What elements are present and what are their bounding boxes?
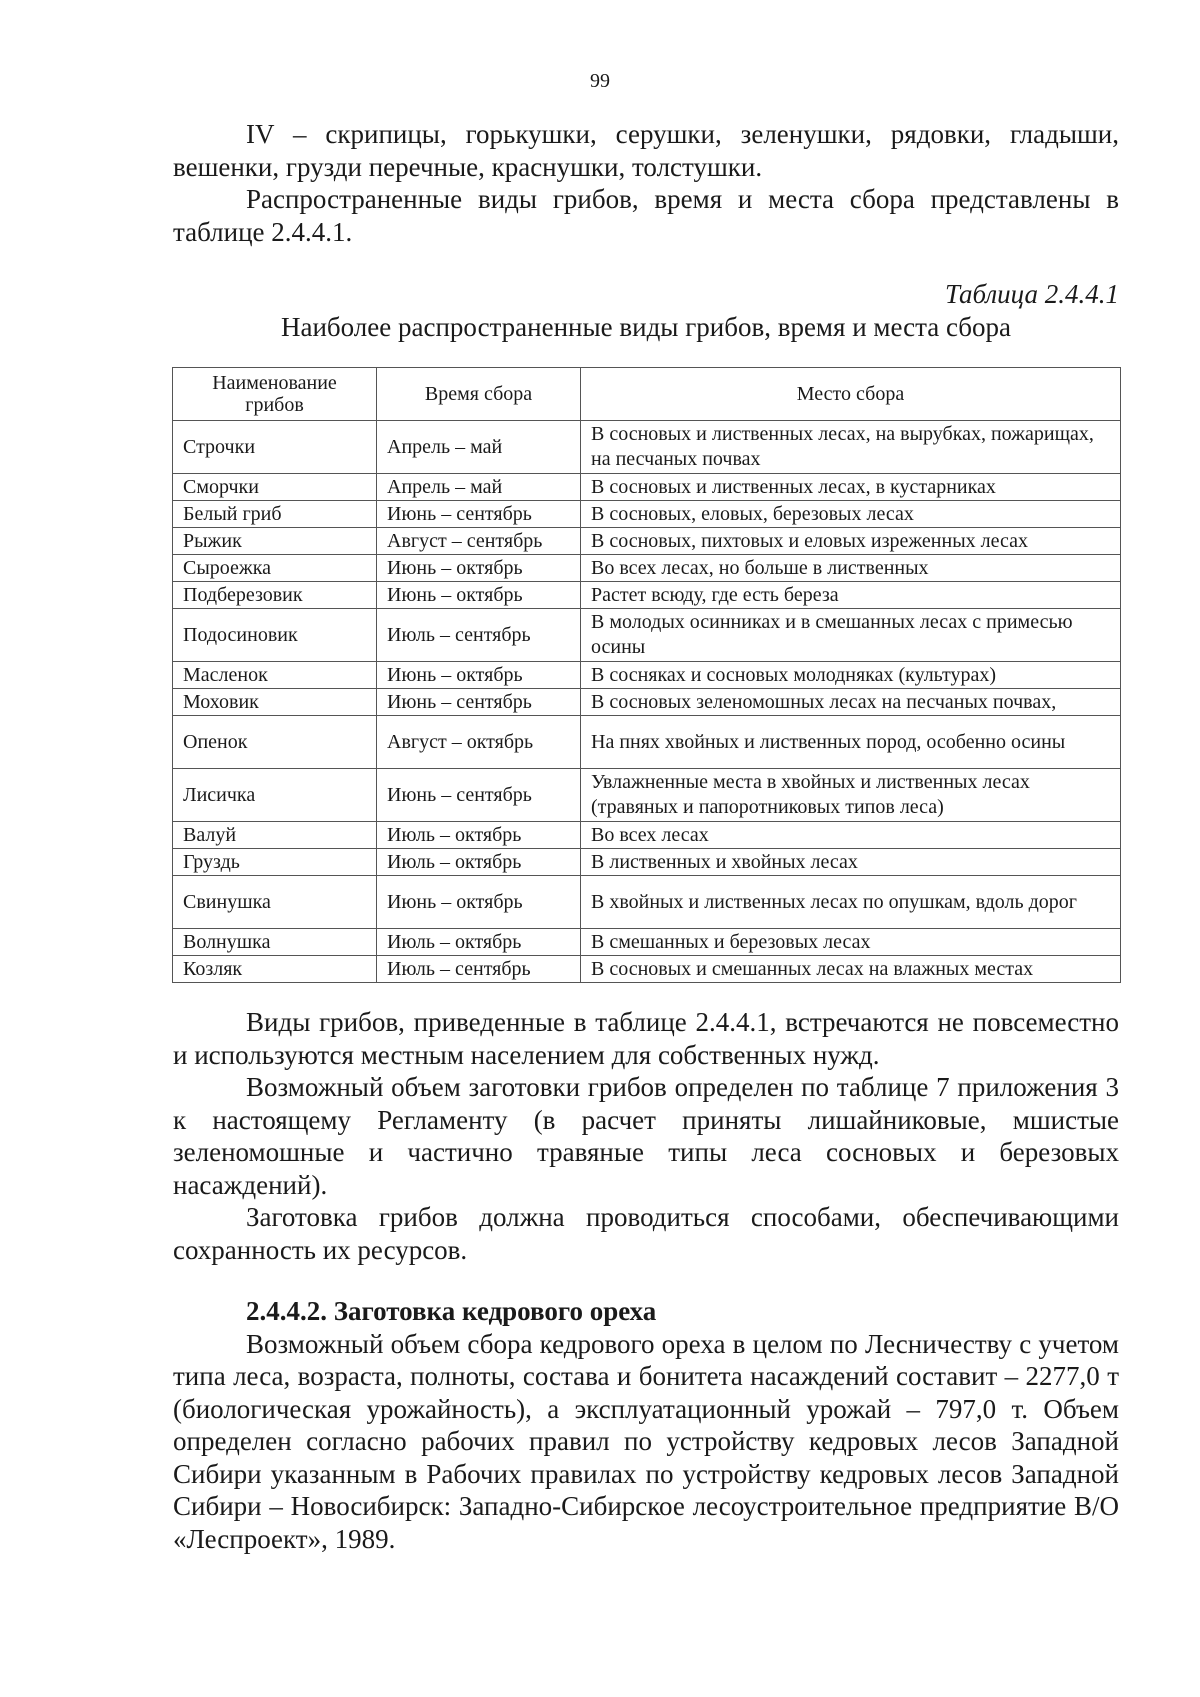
cell-time: Июль – октябрь	[377, 849, 581, 876]
table-row	[173, 501, 1121, 528]
cell-time: Апрель – май	[377, 421, 581, 474]
cell-time: Август – сентябрь	[377, 528, 581, 555]
cell-time: Июнь – октябрь	[377, 555, 581, 582]
intro-paragraph: IV – скрипицы, горькушки, серушки, зеленушки, рядовки, гладыши, вешенки, грузди перечные, краснушки, толстушки.	[173, 119, 1119, 182]
cell-name: Подберезовик	[173, 582, 377, 609]
table-row	[173, 421, 1121, 474]
mushroom-table	[172, 367, 1121, 983]
cell-name: Моховик	[173, 689, 377, 716]
cell-name: Груздь	[173, 849, 377, 876]
body-paragraph: Возможный объем заготовки грибов определен по таблице 7 приложения 3 к настоящему Регламенту (в расчет приняты лишайниковые, мшистые зеленомошные и частично травяные типы леса сосновых и березовых насаждений).	[173, 1072, 1119, 1200]
page-number: 99	[590, 70, 610, 92]
intro-text	[173, 118, 1119, 248]
cell-time: Июнь – сентябрь	[377, 769, 581, 822]
cell-time: Июнь – октябрь	[377, 876, 581, 929]
cell-time: Июль – сентябрь	[377, 609, 581, 662]
table-row	[173, 609, 1121, 662]
mushroom-table-wrapper	[172, 367, 1120, 983]
cell-place: В сосняках и сосновых молодняках (культурах)	[581, 662, 1121, 689]
table-row	[173, 849, 1121, 876]
cell-place: В хвойных и лиственных лесах по опушкам, вдоль дорог	[581, 876, 1121, 929]
table-row	[173, 662, 1121, 689]
table-row	[173, 956, 1121, 983]
table-row	[173, 769, 1121, 822]
cell-name: Строчки	[173, 421, 377, 474]
cell-time: Июль – октябрь	[377, 929, 581, 956]
section-cedar-nut	[173, 1295, 1119, 1555]
table-row	[173, 716, 1121, 769]
header-place: Место сбора	[581, 368, 1121, 421]
cell-name: Лисичка	[173, 769, 377, 822]
body-paragraph: Заготовка грибов должна проводиться способами, обеспечивающими сохранность их ресурсов.	[173, 1202, 1119, 1265]
cell-time: Июнь – сентябрь	[377, 501, 581, 528]
cell-name: Масленок	[173, 662, 377, 689]
section-heading: 2.4.4.2. Заготовка кедрового ореха	[246, 1296, 657, 1326]
header-name: Наименование грибов	[173, 368, 377, 421]
table-row	[173, 528, 1121, 555]
cell-time: Август – октябрь	[377, 716, 581, 769]
section-paragraph: Возможный объем сбора кедрового ореха в целом по Лесничеству с учетом типа леса, возраста, полноты, состава и бонитета насаждений составит – 2277,0 т (биологическая урожайность), а эксплуатационный урожай – 797,0 т. Объем определен согласно рабочих правил по устройству кедровых лесов Западной Сибири указанным в Рабочих правилах по устройству кедровых лесов Западной Сибири – Новосибирск: Западно-Сибирское лесоустроительное предприятие В/О «Леспроект», 1989.	[173, 1328, 1119, 1554]
table-title: Наиболее распространенные виды грибов, время и места сбора	[280, 312, 1012, 342]
cell-place: В сосновых зеленомошных лесах на песчаных почвах,	[581, 689, 1121, 716]
cell-place: В лиственных и хвойных лесах	[581, 849, 1121, 876]
cell-place: В молодых осинниках и в смешанных лесах с примесью осины	[581, 609, 1121, 662]
table-row	[173, 474, 1121, 501]
cell-place: В сосновых, еловых, березовых лесах	[581, 501, 1121, 528]
cell-place: На пнях хвойных и лиственных пород, особенно осины	[581, 716, 1121, 769]
cell-place: В сосновых и смешанных лесах на влажных местах	[581, 956, 1121, 983]
table-row	[173, 555, 1121, 582]
cell-place: Увлажненные места в хвойных и лиственных лесах (травяных и папоротниковых типов леса)	[581, 769, 1121, 822]
cell-name: Волнушка	[173, 929, 377, 956]
after-table-text	[173, 1006, 1119, 1266]
cell-place: В сосновых и лиственных лесах, на вырубках, пожарищах, на песчаных почвах	[581, 421, 1121, 474]
table-row	[173, 689, 1121, 716]
cell-name: Козляк	[173, 956, 377, 983]
cell-name: Рыжик	[173, 528, 377, 555]
header-time: Время сбора	[377, 368, 581, 421]
table-row	[173, 876, 1121, 929]
table-row	[173, 582, 1121, 609]
table-label: Таблица 2.4.4.1	[944, 279, 1119, 309]
cell-time: Июнь – сентябрь	[377, 689, 581, 716]
cell-time: Июнь – октябрь	[377, 582, 581, 609]
cell-place: В сосновых, пихтовых и еловых изреженных лесах	[581, 528, 1121, 555]
cell-name: Подосиновик	[173, 609, 377, 662]
cell-place: В смешанных и березовых лесах	[581, 929, 1121, 956]
cell-time: Июнь – октябрь	[377, 662, 581, 689]
cell-name: Сморчки	[173, 474, 377, 501]
cell-name: Свинушка	[173, 876, 377, 929]
body-paragraph: Виды грибов, приведенные в таблице 2.4.4.1, встречаются не повсеместно и используются местным населением для собственных нужд.	[173, 1007, 1119, 1070]
cell-time: Июль – октябрь	[377, 822, 581, 849]
table-header-row	[173, 368, 1121, 421]
cell-time: Июль – сентябрь	[377, 956, 581, 983]
table-row	[173, 822, 1121, 849]
cell-place: Во всех лесах	[581, 822, 1121, 849]
intro-paragraph: Распространенные виды грибов, время и места сбора представлены в таблице 2.4.4.1.	[173, 184, 1119, 247]
cell-name: Сыроежка	[173, 555, 377, 582]
cell-place: В сосновых и лиственных лесах, в кустарниках	[581, 474, 1121, 501]
cell-name: Валуй	[173, 822, 377, 849]
cell-place: Растет всюду, где есть береза	[581, 582, 1121, 609]
table-row	[173, 929, 1121, 956]
cell-time: Апрель – май	[377, 474, 581, 501]
cell-place: Во всех лесах, но больше в лиственных	[581, 555, 1121, 582]
cell-name: Опенок	[173, 716, 377, 769]
cell-name: Белый гриб	[173, 501, 377, 528]
table-body	[173, 421, 1121, 983]
